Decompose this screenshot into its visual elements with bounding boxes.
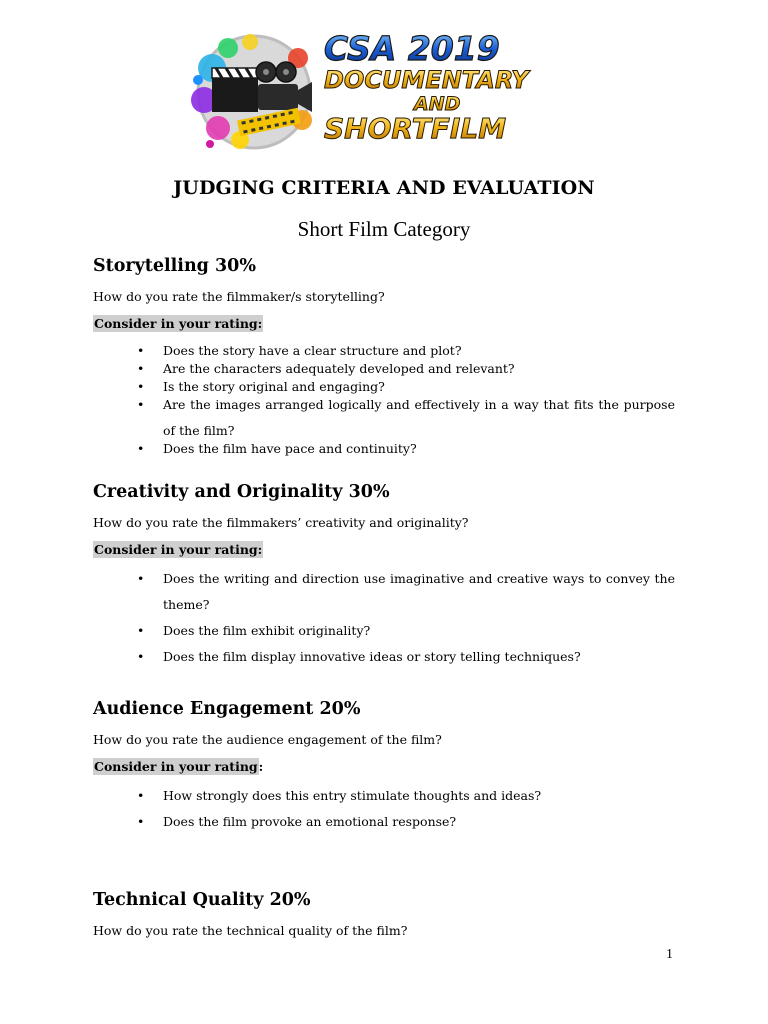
list-item: • Is the story original and engaging? xyxy=(137,379,385,394)
criteria-list xyxy=(93,783,683,835)
film-camera-splash-icon xyxy=(190,28,320,152)
section-storytelling xyxy=(93,254,683,458)
consider-label: Consider in your rating: xyxy=(94,316,263,331)
section-audience-engagement xyxy=(93,697,683,835)
section-creativity xyxy=(93,480,683,670)
section-technical-quality xyxy=(93,888,683,940)
list-item: • Does the writing and direction use imaginative and creative ways to convey the theme? xyxy=(137,571,675,612)
page-number: 1 xyxy=(666,947,673,962)
consider-colon: : xyxy=(258,759,264,774)
section-question: How do you rate the audience engagement of the film? xyxy=(93,732,442,747)
logo-csa-text: CSA 2019 xyxy=(324,30,500,68)
logo-and-text: AND xyxy=(414,93,461,115)
logo-documentary-text: DOCUMENTARY xyxy=(324,66,529,94)
list-item: • Does the film display innovative ideas or story telling techniques? xyxy=(137,649,581,664)
csa-2019-logo xyxy=(190,28,580,154)
logo-shortfilm-text: SHORTFILM xyxy=(324,112,507,145)
section-heading: Creativity and Originality 30% xyxy=(93,482,390,502)
section-question: How do you rate the filmmaker/s storytelling? xyxy=(93,289,385,304)
consider-label: Consider in your rating: xyxy=(94,542,263,557)
list-item: • Does the story have a clear structure and plot? xyxy=(137,343,462,358)
criteria-list xyxy=(93,342,683,458)
section-heading: Storytelling 30% xyxy=(93,256,256,276)
list-item: • Are the characters adequately developed and relevant? xyxy=(137,361,515,376)
section-heading: Audience Engagement 20% xyxy=(93,699,361,719)
list-item: • Does the film have pace and continuity? xyxy=(137,441,417,456)
list-item: • How strongly does this entry stimulate thoughts and ideas? xyxy=(137,788,542,803)
document-subtitle: Short Film Category xyxy=(297,217,471,241)
criteria-list xyxy=(93,566,683,670)
section-heading: Technical Quality 20% xyxy=(93,890,311,910)
section-question: How do you rate the filmmakers’ creativity and originality? xyxy=(93,515,469,530)
list-item: • Does the film exhibit originality? xyxy=(137,623,371,638)
list-item: • Does the film provoke an emotional response? xyxy=(137,814,457,829)
section-question: How do you rate the technical quality of the film? xyxy=(93,923,408,938)
consider-label: Consider in your rating xyxy=(94,759,258,774)
document-title: JUDGING CRITERIA AND EVALUATION xyxy=(173,177,595,199)
list-item: • Are the images arranged logically and effectively in a way that fits the purpose of the film? xyxy=(137,397,675,438)
logo-wordmark xyxy=(322,30,580,148)
